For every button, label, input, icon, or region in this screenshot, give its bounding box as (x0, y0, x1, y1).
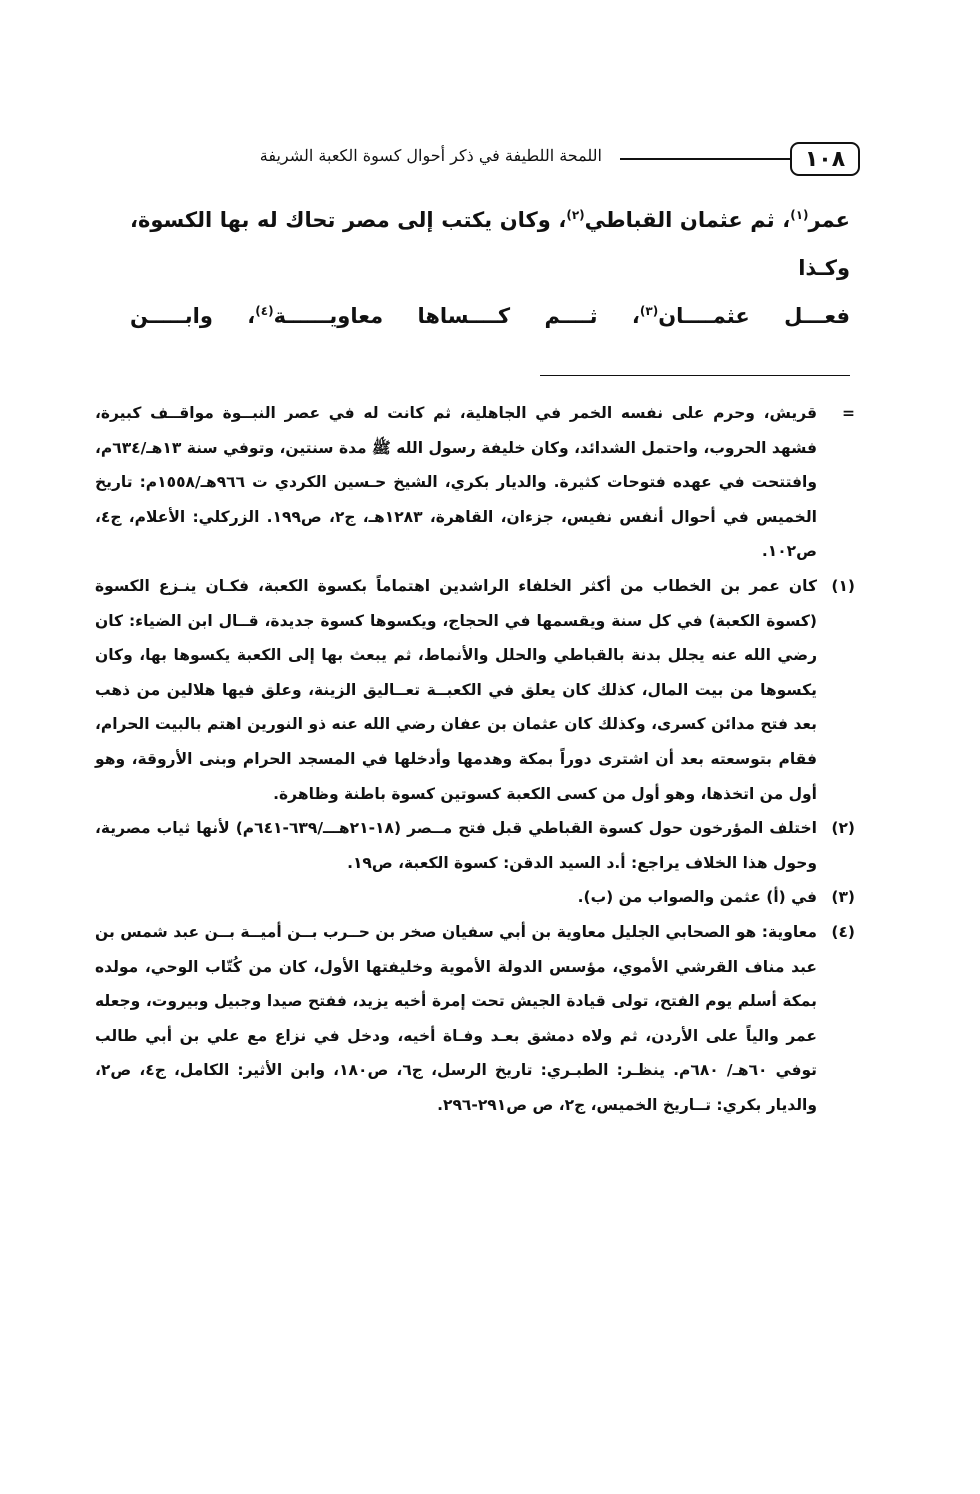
footnote-marker: (٣) (831, 888, 855, 907)
footnote-marker: = (842, 404, 855, 422)
main-line2-a: فعـــل عثمــــان (658, 304, 850, 328)
page-header (60, 142, 860, 178)
footnote-text: في (أ) عثمن والصواب من (ب). (577, 888, 817, 907)
footnote-2 (95, 811, 855, 880)
footnote-ref-2: (٢) (566, 208, 585, 222)
main-line2-c: ، وابـــــن (130, 304, 256, 328)
footnote-text: قريش، وحرم على نفسه الخمر في الجاهلية، ثم كانت له في عصر النبــوة مواقــف كبيرة، فشهد الحروب، واحتمل الشدائد، وكان خليفة رسول الله ﷺ مدة سنتين، وتوفي سنة ١٣هـ/٦٣٤م، وافتتحت في عهده فتوحات كثيرة. والديار بكري، الشيخ حـسين الكردي ت ٩٦٦هـ/١٥٥٨م: تاريخ الخميس في أحوال أنفس نفيس، جزءان، القاهرة، ١٢٨٣هـ، ج٢، ص١٩٩. الزركلي: الأعلام، ج٤، ص١٠٢. (95, 404, 817, 561)
main-line-2 (130, 292, 850, 340)
footnote-4 (95, 915, 855, 1123)
main-line1-b: ، ثم عثمان القباطي (584, 208, 791, 232)
running-title: اللمحة اللطيفة في ذكر أحوال كسوة الكعبة الشريفة (259, 146, 602, 165)
footnote-text: معاوية: هو الصحابي الجليل معاوية بن أبي سفيان صخر بن حــرب بــن أميــة بــن عبد شمس بن عبد مناف القرشي الأموي، مؤسس الدولة الأموية وخليفتها الأول، كان من كُتّاب الوحي، مولده بمكة أسلم يوم الفتح، تولى قيادة الجيش تحت إمرة أخيه يزيد، ففتح صيدا وجبيل وبيروت، وجعله عمر والياً على الأردن، ثم ولاه دمشق بعـد وفـاة أخيه، ودخل في نزاع مع علي بن أبي طالب توفي ٦٠هـ/ ٦٨٠م. ينظـر: الطبـري: تاريخ الرسل، ج٦، ص١٨٠، وابن الأثير: الكامل، ج٤، ص٢، والديار بكري: تــاريخ الخميس، ج٢، ص ص٢٩١-٢٩٦. (95, 922, 818, 1114)
footnote-text: اختلف المؤرخون حول كسوة القباطي قبل فتح مــصر (١٨-٢١هـــ/٦٣٩-٦٤١م) لأنها ثياب مصرية، وحول هذا الخلاف يراجع: أ.د السيد الدقن: كسوة الكعبة، ص١٩. (95, 819, 817, 872)
main-line1-a: عمر (808, 208, 851, 232)
footnote-text: كان عمر بن الخطاب من أكثر الخلفاء الراشدين اهتماماً بكسوة الكعبة، فكـان ينـزع الكسوة (كسوة الكعبة) في كل سنة ويقسمها في الحجاج، ويكسوها كسوة جديدة، قــال ابن الضياء: كان رضي الله عنه يجلل بدنة بالقباطي والحلل والأنماط، ثم يبعث بها إلى الكعبة يكسوها بها، وكان يكسوها من بيت المال، كذلك كان يعلق في الكعبــة تعــاليق الزينة، وعلق فيها هلالين من ذهب بعد فتح مدائن كسرى، وكذلك كان عثمان بن عفان رضي الله عنه ذو النورين اهتم بالبيت الحرام، فقام بتوسعته بعد أن اشترى دوراً بمكة وهدمها وأدخلها في المسجد الحرام وبنى الأروقة، وهو أول من اتخذها، وهو أول من كسى الكعبة كسوتين كسوة باطنة وظاهرة. (95, 576, 817, 803)
footnote-ref-4: (٤) (255, 304, 274, 318)
header-rule (620, 158, 790, 160)
main-line-1 (130, 196, 850, 292)
footnote-continued (95, 396, 855, 569)
main-text (130, 196, 850, 340)
footnote-marker: (٢) (831, 819, 855, 838)
footnotes (95, 396, 855, 1122)
footnote-ref-3: (٣) (639, 304, 659, 318)
main-line1-c: ، وكان يكتب إلى مصر تحاك له بها الكسوة، وكـذا (130, 208, 850, 280)
footnote-separator (540, 375, 850, 376)
footnote-3 (95, 880, 855, 915)
footnote-1 (95, 569, 855, 811)
footnote-marker: (٤) (831, 922, 855, 941)
footnote-marker: (١) (831, 576, 855, 595)
page-number: ١٠٨ (790, 142, 860, 176)
footnote-ref-1: (١) (790, 208, 809, 222)
main-line2-b: ، ثــــم كــــساها معاويــــــة (273, 304, 640, 328)
